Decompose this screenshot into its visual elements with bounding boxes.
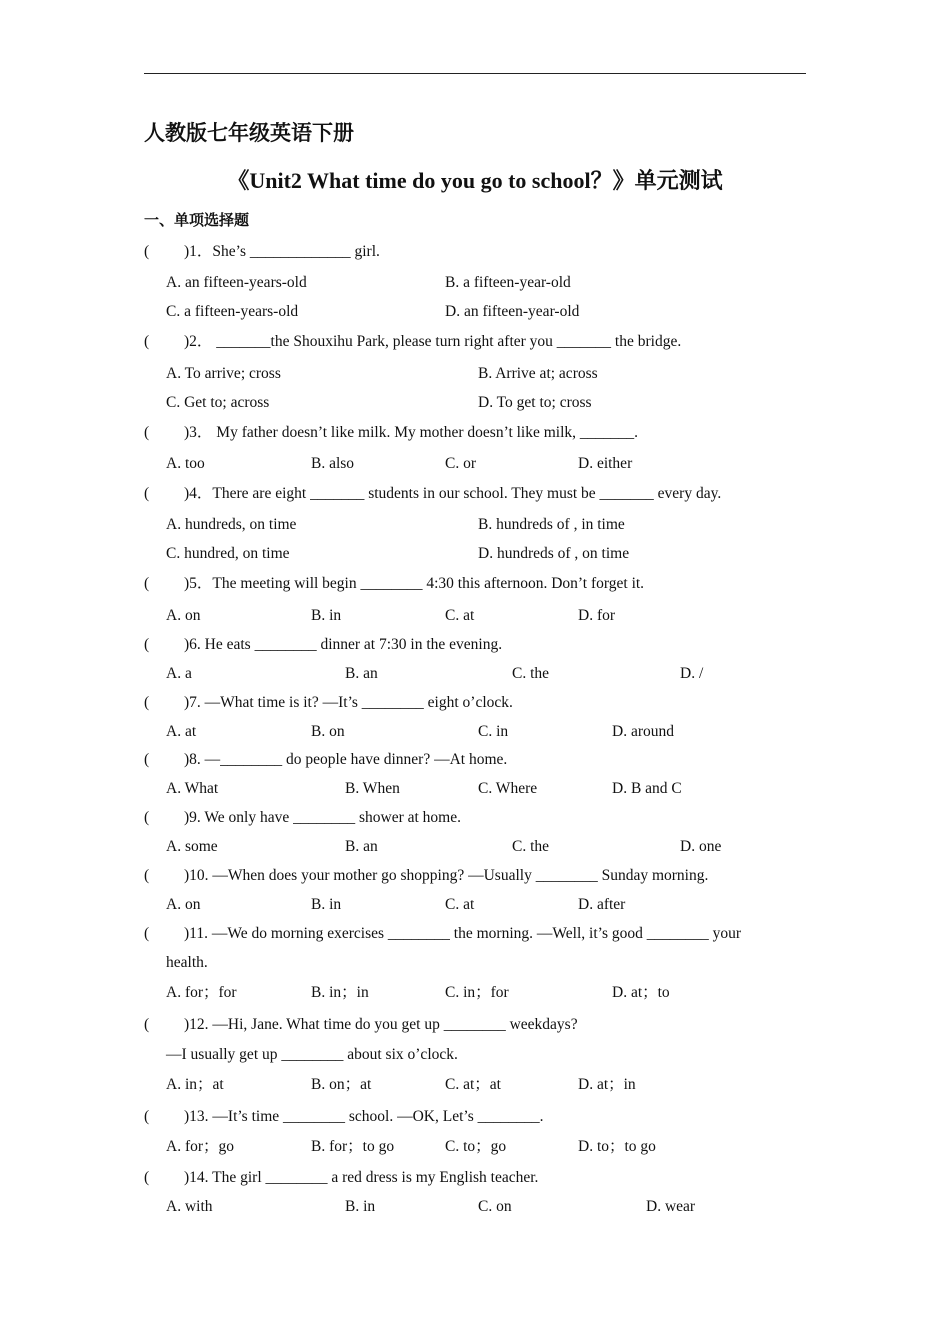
answer-paren: ( (144, 1169, 150, 1186)
option-b: B. also (311, 455, 355, 472)
option-a: A. To arrive; cross (166, 365, 281, 382)
option-a: A. What (166, 780, 219, 797)
answer-paren: ( (144, 694, 150, 711)
header-rule (144, 73, 806, 74)
option-b: B. Arrive at; across (478, 365, 598, 382)
question-stem: )7. —What time is it? —It’s ________ eight o’clock. (184, 694, 513, 711)
option-c: C. to；go (445, 1138, 507, 1155)
answer-paren: ( (144, 867, 150, 884)
option-c: C. Where (478, 780, 538, 797)
option-b: B. hundreds of , in time (478, 516, 625, 533)
answer-paren: ( (144, 636, 150, 653)
option-a: A. with (166, 1198, 213, 1215)
option-b: B. on；at (311, 1076, 372, 1093)
option-c: C. or (445, 455, 476, 472)
question-stem: )4．There are eight _______ students in our school. They must be _______ every day. (184, 485, 722, 502)
option-b: B. in；in (311, 984, 369, 1001)
option-c: C. at (445, 896, 475, 913)
document-subtitle: 《Unit2 What time do you go to school？》单元测试 (227, 168, 723, 193)
option-d: D. around (612, 723, 674, 740)
option-a: A. hundreds, on time (166, 516, 297, 533)
option-b: B. in (311, 896, 342, 913)
answer-paren: ( (144, 333, 150, 350)
option-d: D. after (578, 896, 626, 913)
option-a: A. on (166, 896, 201, 913)
option-d: D. an fifteen-year-old (445, 303, 580, 320)
option-c: C. in (478, 723, 509, 740)
question-stem: )10. —When does your mother go shopping? —Usually ________ Sunday morning. (184, 867, 709, 884)
option-a: A. too (166, 455, 205, 472)
answer-paren: ( (144, 243, 150, 260)
question-stem: )14. The girl ________ a red dress is my English teacher. (184, 1169, 539, 1186)
option-b: B. an (345, 838, 378, 855)
answer-paren: ( (144, 925, 150, 942)
option-d: D. at；to (612, 984, 670, 1001)
question-stem: )12. —Hi, Jane. What time do you get up ________ weekdays? (184, 1016, 578, 1033)
option-d: D. to；to go (578, 1138, 656, 1155)
option-d: D. either (578, 455, 633, 472)
option-a: A. an fifteen-years-old (166, 274, 307, 291)
option-a: A. some (166, 838, 218, 855)
option-d: D. at；in (578, 1076, 636, 1093)
option-c: C. on (478, 1198, 512, 1215)
section-heading: 一、单项选择题 (144, 211, 250, 229)
option-b: B. on (311, 723, 345, 740)
option-c: C. in；for (445, 984, 509, 1001)
option-b: B. for；to go (311, 1138, 395, 1155)
option-c: C. hundred, on time (166, 545, 290, 562)
document-title: 人教版七年级英语下册 (144, 121, 354, 145)
option-d: D. for (578, 607, 616, 624)
option-d: D. wear (646, 1198, 696, 1215)
option-a: A. a (166, 665, 192, 682)
answer-paren: ( (144, 809, 150, 826)
option-c: C. a fifteen-years-old (166, 303, 299, 320)
question-stem: )9. We only have ________ shower at home. (184, 809, 461, 826)
option-c: C. at；at (445, 1076, 501, 1093)
question-stem-continued: health. (166, 954, 208, 971)
option-c: C. the (512, 665, 550, 682)
option-c: C. at (445, 607, 475, 624)
option-a: A. for；for (166, 984, 237, 1001)
option-a: A. for；go (166, 1138, 235, 1155)
option-b: B. in (311, 607, 342, 624)
option-d: D. To get to; cross (478, 394, 592, 411)
option-c: C. the (512, 838, 550, 855)
question-stem-continued: —I usually get up ________ about six o’clock. (166, 1046, 458, 1063)
option-d: D. / (680, 665, 704, 682)
question-stem: )1．She’s _____________ girl. (184, 243, 380, 260)
question-stem: )5．The meeting will begin ________ 4:30 this afternoon. Don’t forget it. (184, 575, 645, 592)
option-b: B. When (345, 780, 400, 797)
option-a: A. in；at (166, 1076, 224, 1093)
answer-paren: ( (144, 751, 150, 768)
question-stem: )3． My father doesn’t like milk. My mother doesn’t like milk, _______. (184, 424, 639, 441)
question-stem: )8. —________ do people have dinner? —At home. (184, 751, 508, 768)
answer-paren: ( (144, 485, 150, 502)
question-stem: )6. He eats ________ dinner at 7:30 in the evening. (184, 636, 503, 653)
question-stem: )2． _______the Shouxihu Park, please turn right after you _______ the bridge. (184, 333, 682, 350)
option-a: A. at (166, 723, 197, 740)
option-d: D. hundreds of , on time (478, 545, 630, 562)
option-c: C. Get to; across (166, 394, 270, 411)
question-stem: )11. —We do morning exercises ________ the morning. —Well, it’s good ________ your (184, 925, 742, 942)
option-d: D. B and C (612, 780, 682, 797)
question-stem: )13. —It’s time ________ school. —OK, Let’s ________. (184, 1108, 544, 1125)
option-b: B. an (345, 665, 378, 682)
answer-paren: ( (144, 424, 150, 441)
answer-paren: ( (144, 575, 150, 592)
option-b: B. in (345, 1198, 376, 1215)
option-b: B. a fifteen-year-old (445, 274, 571, 291)
answer-paren: ( (144, 1016, 150, 1033)
option-a: A. on (166, 607, 201, 624)
option-d: D. one (680, 838, 722, 855)
answer-paren: ( (144, 1108, 150, 1125)
